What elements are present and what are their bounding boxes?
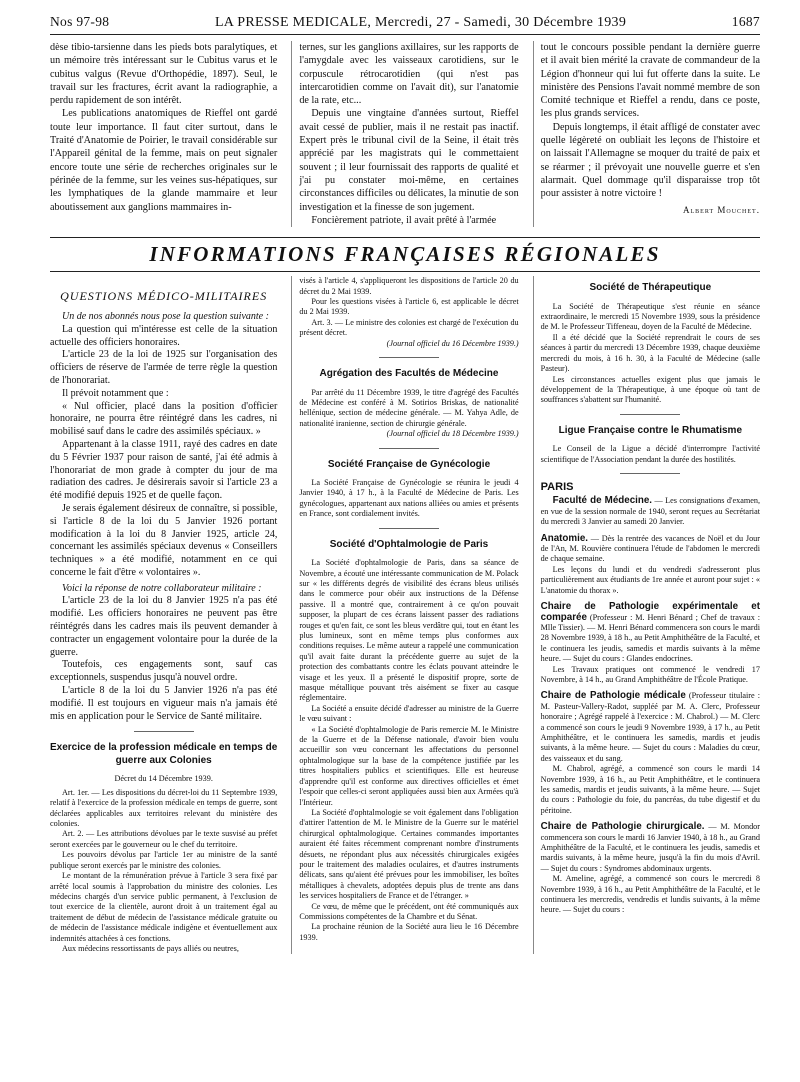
section-heading: Société Française de Gynécologie xyxy=(327,458,491,470)
source-citation: (Journal officiel du 18 Décembre 1939.) xyxy=(386,429,519,439)
paragraph: Les circonstances actuelles exigent plus que jamais le développement de la Thérapeutique, à une époque où tant de souffrances s'abattent sur l'humanité. xyxy=(540,374,760,405)
paragraph: La Société de Thérapeutique s'est réunie en séance extraordinaire, le mercredi 15 Novembre 1939, sous la présidence de M. le Professeur Tiffeneau, doyen de la Faculté de Médecine. xyxy=(540,301,760,332)
article: Les pouvoirs dévolus par l'article 1er au ministre de la santé publique seront exercés par le ministre des colonies. xyxy=(50,850,278,870)
notice-continuation: M. Ameline, agrégé, a commencé son cours le mercredi 8 Novembre 1939, à 16 h., au Petit Amphithéâtre de la Faculté, et le continuera les mercredis, vendredis et lundis suivants, à la même heure. — Sujet du cours : xyxy=(540,874,760,915)
notice-label: Chaire de Pathologie chirurgicale. xyxy=(540,821,705,833)
course-block xyxy=(541,822,760,916)
notice-text: — Dès la rentrée des vacances de Noël et du Jour de l'An, M. Rouvière continuera l'étude de l'abdomen le mercredi de chaque semaine. xyxy=(540,533,760,564)
main-column-2 xyxy=(291,276,518,954)
notice xyxy=(541,822,760,874)
paragraph: Foncièrement patriote, il avait prêté à l'armée xyxy=(311,214,497,226)
divider xyxy=(620,473,680,474)
paragraph: La question qui m'intéresse est celle de la situation actuelle des officiers honoraires. xyxy=(50,323,278,348)
notice-text: — M. Mondor commencera son cours le mardi 16 Janvier 1940, à 18 h., au Grand Amphithéâtre de la Faculté, et le continuera les jeudis, samedis et mardis suivants, à la même heure, jusqu'à la fin du mois d'Avril. — Sujet du cours : Syndromes abdominaux urgents. xyxy=(540,822,760,873)
paragraph: Les publications anatomiques de Rieffel ont gardé toute leur importance. Il faut citer surtout, dans le Traité d'Anatomie de Poirier, le travail considérable sur l'Appareil génital de la femme, mais on peut signaler encore toute une série de recherches originales sur le périnée de la femme, sur les veines sus-hépatiques, sur les lymphatiques de la glande mammaire et leur aboutissement aux ganglions mammaires in- xyxy=(50,108,278,213)
paragraph: Il a été décidé que la Société reprendrait le cours de ses séances à partir du mercredi 13 Décembre 1939, chaque deuxième mercredi du mois, à 16 h. 30, à la Faculté de Médecine (salle Pasteur). xyxy=(540,332,760,374)
course-block xyxy=(541,602,760,685)
running-header xyxy=(50,14,760,35)
paragraph: Art. 3. — Le ministre des colonies est chargé de l'exécution du présent décret. xyxy=(299,317,519,338)
course-block xyxy=(541,534,760,596)
source-citation: (Journal officiel du 16 Décembre 1939.) xyxy=(386,338,519,348)
divider xyxy=(134,731,194,732)
paragraph: Appartenant à la classe 1911, rayé des cadres en date du 5 Février 1937 pour raison de santé, j'ai été admis à l'honorariat de mon grade à compter du jour de ma radiation des cadres. Je désirerais savoir si l'article 23 a été modifié depuis 1925 et de quelle façon. xyxy=(50,438,278,502)
paragraph: visés à l'article 4, s'appliqueront les dispositions de l'article 20 du décret du 2 Mai 1939. xyxy=(299,276,519,296)
journal-title: LA PRESSE MEDICALE, Mercredi, 27 - Samedi, 30 Décembre 1939 xyxy=(214,15,627,30)
section-heading: Ligue Française contre le Rhumatisme xyxy=(558,424,743,436)
paragraph: Je serais également désireux de connaître, si possible, si l'article 8 de la loi du 5 Janvier 1926 portant modification à la loi du 8 Janvier 1925, article 24, concernant les assimilés spéciaux devenus « Conseillers techniques » a été modifié, notamment en ce qui concerne le fait d'être « volontaires ». xyxy=(50,502,278,578)
notice-label: Chaire de Pathologie expérimentale et comparée xyxy=(540,601,760,623)
paragraph: « Nul officier, placé dans la position d'officier honoraire, ne pourra être réintégré dans les cadres, ni mobilisé sauf dans le cadre des assimilés spéciaux. » xyxy=(50,400,278,438)
paragraph: Depuis une vingtaine d'années surtout, Rieffel avait cessé de publier, mais il ne restait pas inactif. Expert près le tribunal civil de la Seine, il était très apprécié par les magistrats qui le commettaient souvent ; il leur fournissait des rapports de qualité et j'ai pu constater moi-même, en certaines circonstances difficiles ou délicates, la minutie de son investigation et la finesse de son jugement. xyxy=(299,108,519,213)
obituary-continuation xyxy=(50,41,760,227)
paragraph: La Société d'ophtalmologie se voit également dans l'obligation d'attirer l'attention de M. le Ministre de la Guerre sur le matériel chirurgical ophtalmologique. Certaines commandes importantes auraient été faites récemment comprenant nombre d'instruments désuets, ne répondant plus aux nécessités chirurgicales exigées pour le traitement des maladies oculaires, et d'autres instruments délicats, sans qu'aient été prévues pour les immobiliser, les boîtes métalliques à chevalets, adoptées depuis plus de trente ans dans les services hospitaliers de France et de l'étranger. » xyxy=(299,807,519,901)
signature xyxy=(541,204,760,217)
top-column-2 xyxy=(291,41,518,227)
paragraph: ternes, sur les ganglions axillaires, sur les rapports de l'amygdale avec les vaisseaux carotidiens, sur le corpuscule rétrocarotidien (qui n'est pas intercarotidien comme on l'avait dit), sur l'anatomie de la rate, etc... xyxy=(299,42,519,107)
paragraph: L'article 8 de la loi du 5 Janvier 1926 n'a pas été modifié. Il est toujours en vigueur mais n'a jamais été mis en application pour le Service de Santé militaire. xyxy=(50,685,278,722)
paragraph: La Société a ensuite décidé d'adresser au ministre de la Guerre le vœu suivant : xyxy=(299,703,519,724)
paragraph: La prochaine réunion de la Société aura lieu le 16 Décembre 1939. xyxy=(299,922,519,942)
decree-date: Décret du 14 Décembre 1939. xyxy=(114,774,213,784)
paragraph: « La Société d'ophtalmologie de Paris remercie M. le Ministre de la Guerre et de la Défense nationale, d'avoir bien voulu accueillir son vœu concernant les affectations du personnel ophtalmologique sur la base de la compétence justifiée par les titres hospitaliers publics et scientifiques. Elle est heureuse d'apprendre qu'il est conforme aux directives officielles et émet l'espoir que celles-ci seront appliquées aussi bien aux Armées qu'à l'Intérieur. xyxy=(299,724,519,807)
divider xyxy=(379,357,439,358)
article: Art. 2. — Les attributions dévolues par le texte susvisé au préfet seront exercées par le gouverneur ou le chef du territoire. xyxy=(50,829,278,849)
notice-label: Chaire de Pathologie médicale xyxy=(540,690,686,702)
notice xyxy=(541,691,760,764)
notice-continuation: Les Travaux pratiques ont commencé le vendredi 17 Novembre, à 14 h., au Grand Amphithéâtre de l'École Pratique. xyxy=(540,664,760,684)
issue-number: Nos 97-98 xyxy=(50,14,110,29)
paragraph: dèse tibio-tarsienne dans les pieds bots paralytiques, et un mémoire très intéressant sur le Cubitus varus et le cubitus valgus (Revue d'Orthopédie, 1897). Seul, le travail sur les fractures, écrit avant la radiographie, a perdu rapidement de son intérêt. xyxy=(50,42,278,107)
paragraph: L'article 23 de la loi de 1925 sur l'organisation des officiers de réserve de l'armée de terre règle la question de l'honorariat. xyxy=(50,349,278,386)
page-number: 1687 xyxy=(731,14,760,29)
notice-continuation: M. Chabrol, agrégé, a commencé son cours le mardi 14 Novembre 1939, à 16 h., au Petit Amphithéâtre, et le continuera les samedis, mardis et jeudis suivants, à la même heure. — Sujet du cours : Pathologie du foie, du pancréas, du tube digestif et du péritoine. xyxy=(540,764,760,815)
notice xyxy=(541,602,760,664)
section-heading: Exercice de la profession médicale en temps de guerre aux Colonies xyxy=(50,742,278,766)
paragraph: tout le concours possible pendant la dernière guerre et il avait bien mérité la cravate de commandeur de la Légion d'honneur qui lui fut offerte dans la suite. Le ministère des Pensions l'avait nommé membre de son Comité technique et Rieffel a rendu, dans ce poste, les plus grands services. xyxy=(540,42,760,120)
regional-news xyxy=(50,276,760,954)
paragraph: Toutefois, ces engagements sont, sauf cas exceptionnels, suspendus jusqu'à nouvel ordre. xyxy=(50,659,278,684)
author-name: Albert Mouchet. xyxy=(683,204,760,215)
intro: Un de nos abonnés nous pose la question suivante : xyxy=(62,310,269,322)
notice xyxy=(541,496,760,527)
reply-intro: Voici la réponse de notre collaborateur militaire : xyxy=(62,582,262,594)
decree-text xyxy=(50,774,277,954)
paragraph: La Société d'ophtalmologie de Paris, dans sa séance de Novembre, a écouté une intéressante communication de M. Polack sur « les différents degrés de visibilité des écrans bleus utilisés dans le commerce pour obéir aux instructions de la Défense passive. Il a montré que, contrairement à ce qu'on pouvait supposer, la plupart de ces écrans laissent passer des radiations rouges et qu'en fait, ce sont les bleus verdâtre qui, tout en étant les plus lumineux, sont en même temps plus conformes aux conditions requises. Le même auteur a rappelé une communication qu'il avait faite durant la précédente guerre au sujet de la protection des combattants contre les éclats pouvant atteindre le visage et les yeux. Il a présenté le dispositif propre, sorte de masque métallique pouvant très aisément se fixer au casque réglementaire. xyxy=(299,558,519,703)
main-column-1 xyxy=(50,276,277,954)
section-title: QUESTIONS MÉDICO-MILITAIRES xyxy=(60,289,268,304)
notice-label: Anatomie. xyxy=(540,532,589,544)
notice-text: — Les consignations d'examen, en vue de la session normale de 1940, seront reçues au Secrétariat du mercredi 3 Janvier au samedi 20 Janvier. xyxy=(540,496,760,527)
city-heading: PARIS xyxy=(540,481,574,494)
notice xyxy=(541,534,760,565)
paragraph: Il prévoit notamment que : xyxy=(62,387,169,399)
paragraph: La Société Française de Gynécologie se réunira le jeudi 4 Janvier 1940, à 17 h., à la Faculté de Médecine de Paris. Les gynécologues, appartenant aux nations alliées ou amies et présents en France, sont cordialement invités. xyxy=(299,478,519,519)
notice-text: (Professeur titulaire : M. Pasteur-Vallery-Radot, suppléé par M. A. Clerc, Professeur honoraire ; Agrégé rappelé à l'exercice : M. Chabrol.) — M. Clerc a commencé son cours le jeudi 9 Novembre 1939, à 17 h., au Petit Amphithéâtre, et le continuera les samedis, mardis et jeudis suivants, à la même heure. — Sujet du cours : Maladies du cœur, des vaisseaux et du sang. xyxy=(540,691,760,763)
article: Le montant de la rémunération prévue à l'article 3 sera fixé par arrêté local soumis à l'approbation du ministre des colonies. Les médecins chargés d'un service public permanent, à l'exclusion de tout exercice de la clientèle, auront droit à un traitement égal au traitement de début de médecin de l'assistance médicale gratuite ou de médecin de l'assistance médicale indigène et éventuellement aux indemnités attachées à ces fonctions. xyxy=(50,871,278,943)
top-column-3 xyxy=(533,41,760,227)
divider xyxy=(620,414,680,415)
divider xyxy=(379,448,439,449)
top-column-1 xyxy=(50,41,277,227)
course-block xyxy=(541,691,760,816)
notice-label: Faculté de Médecine. xyxy=(552,495,653,507)
section-heading: Société d'Ophtalmologie de Paris xyxy=(329,538,489,550)
section-banner: INFORMATIONS FRANÇAISES RÉGIONALES xyxy=(50,237,760,272)
paragraph: L'article 23 de la loi du 8 Janvier 1925 n'a pas été modifié. Les officiers honoraires ne peuvent pas être réintégrés dans les cadres mais ils peuvent demander à contracter un engagement volontaire pour la durée de la guerre. xyxy=(50,595,278,658)
paragraph: Par arrêté du 11 Décembre 1939, le titre d'agrégé des Facultés de Médecine est conféré à M. Sotirios Briskas, de nationalité hellénique, section de médecine générale. — M. Yahya Adle, de nationalité iranienne, section de chirurgie générale. xyxy=(299,387,519,428)
paragraph: Depuis longtemps, il était affligé de constater avec quelle légèreté on oubliait les leçons de l'histoire et on laissait l'Allemagne se moquer du traité de paix et se réarmer ; il prévoyait une nouvelle guerre et s'en alarmait. Quel dommage qu'il disparaisse trop tôt pour assister à notre victoire ! xyxy=(540,121,760,200)
article: Aux médecins ressortissants de pays alliés ou neutres, xyxy=(62,943,239,953)
paragraph: Pour les questions visées à l'article 6, est applicable le décret du 2 Mai 1939. xyxy=(299,296,519,317)
notice-continuation: Les leçons du lundi et du vendredi s'adresseront plus particulièrement aux étudiants de 1re année et auront pour sujet : « L'anatomie du thorax ». xyxy=(540,564,760,595)
article: Art. 1er. — Les dispositions du décret-loi du 11 Septembre 1939, relatif à l'exercice de la profession médicale en temps de guerre, sont déclarées applicables aux territoires relevant du ministère des colonies. xyxy=(50,787,278,829)
paragraph: Le Conseil de la Ligue a décidé d'interrompre l'activité scientifique de l'Association pendant la durée des hostilités. xyxy=(540,444,760,464)
section-heading: Agrégation des Facultés de Médecine xyxy=(319,368,499,379)
notice-text: (Professeur : M. Henri Bénard ; Chef de travaux : Mlle Tissier). — M. Henri Bénard commencera son cours le mardi 28 Novembre 1939, à 18 h., au Petit Amphithéâtre de la Faculté, et le continuera les jeudis, samedis et mardis suivants à la même heure. — Sujet du cours : Glandes endocrines. xyxy=(540,612,760,664)
section-heading: Société de Thérapeutique xyxy=(589,282,712,294)
divider xyxy=(379,528,439,529)
main-column-3 xyxy=(533,276,760,954)
paragraph: Ce vœu, de même que le précédent, ont été communiqués aux Commissions compétentes de la Chambre et du Sénat. xyxy=(299,901,519,921)
